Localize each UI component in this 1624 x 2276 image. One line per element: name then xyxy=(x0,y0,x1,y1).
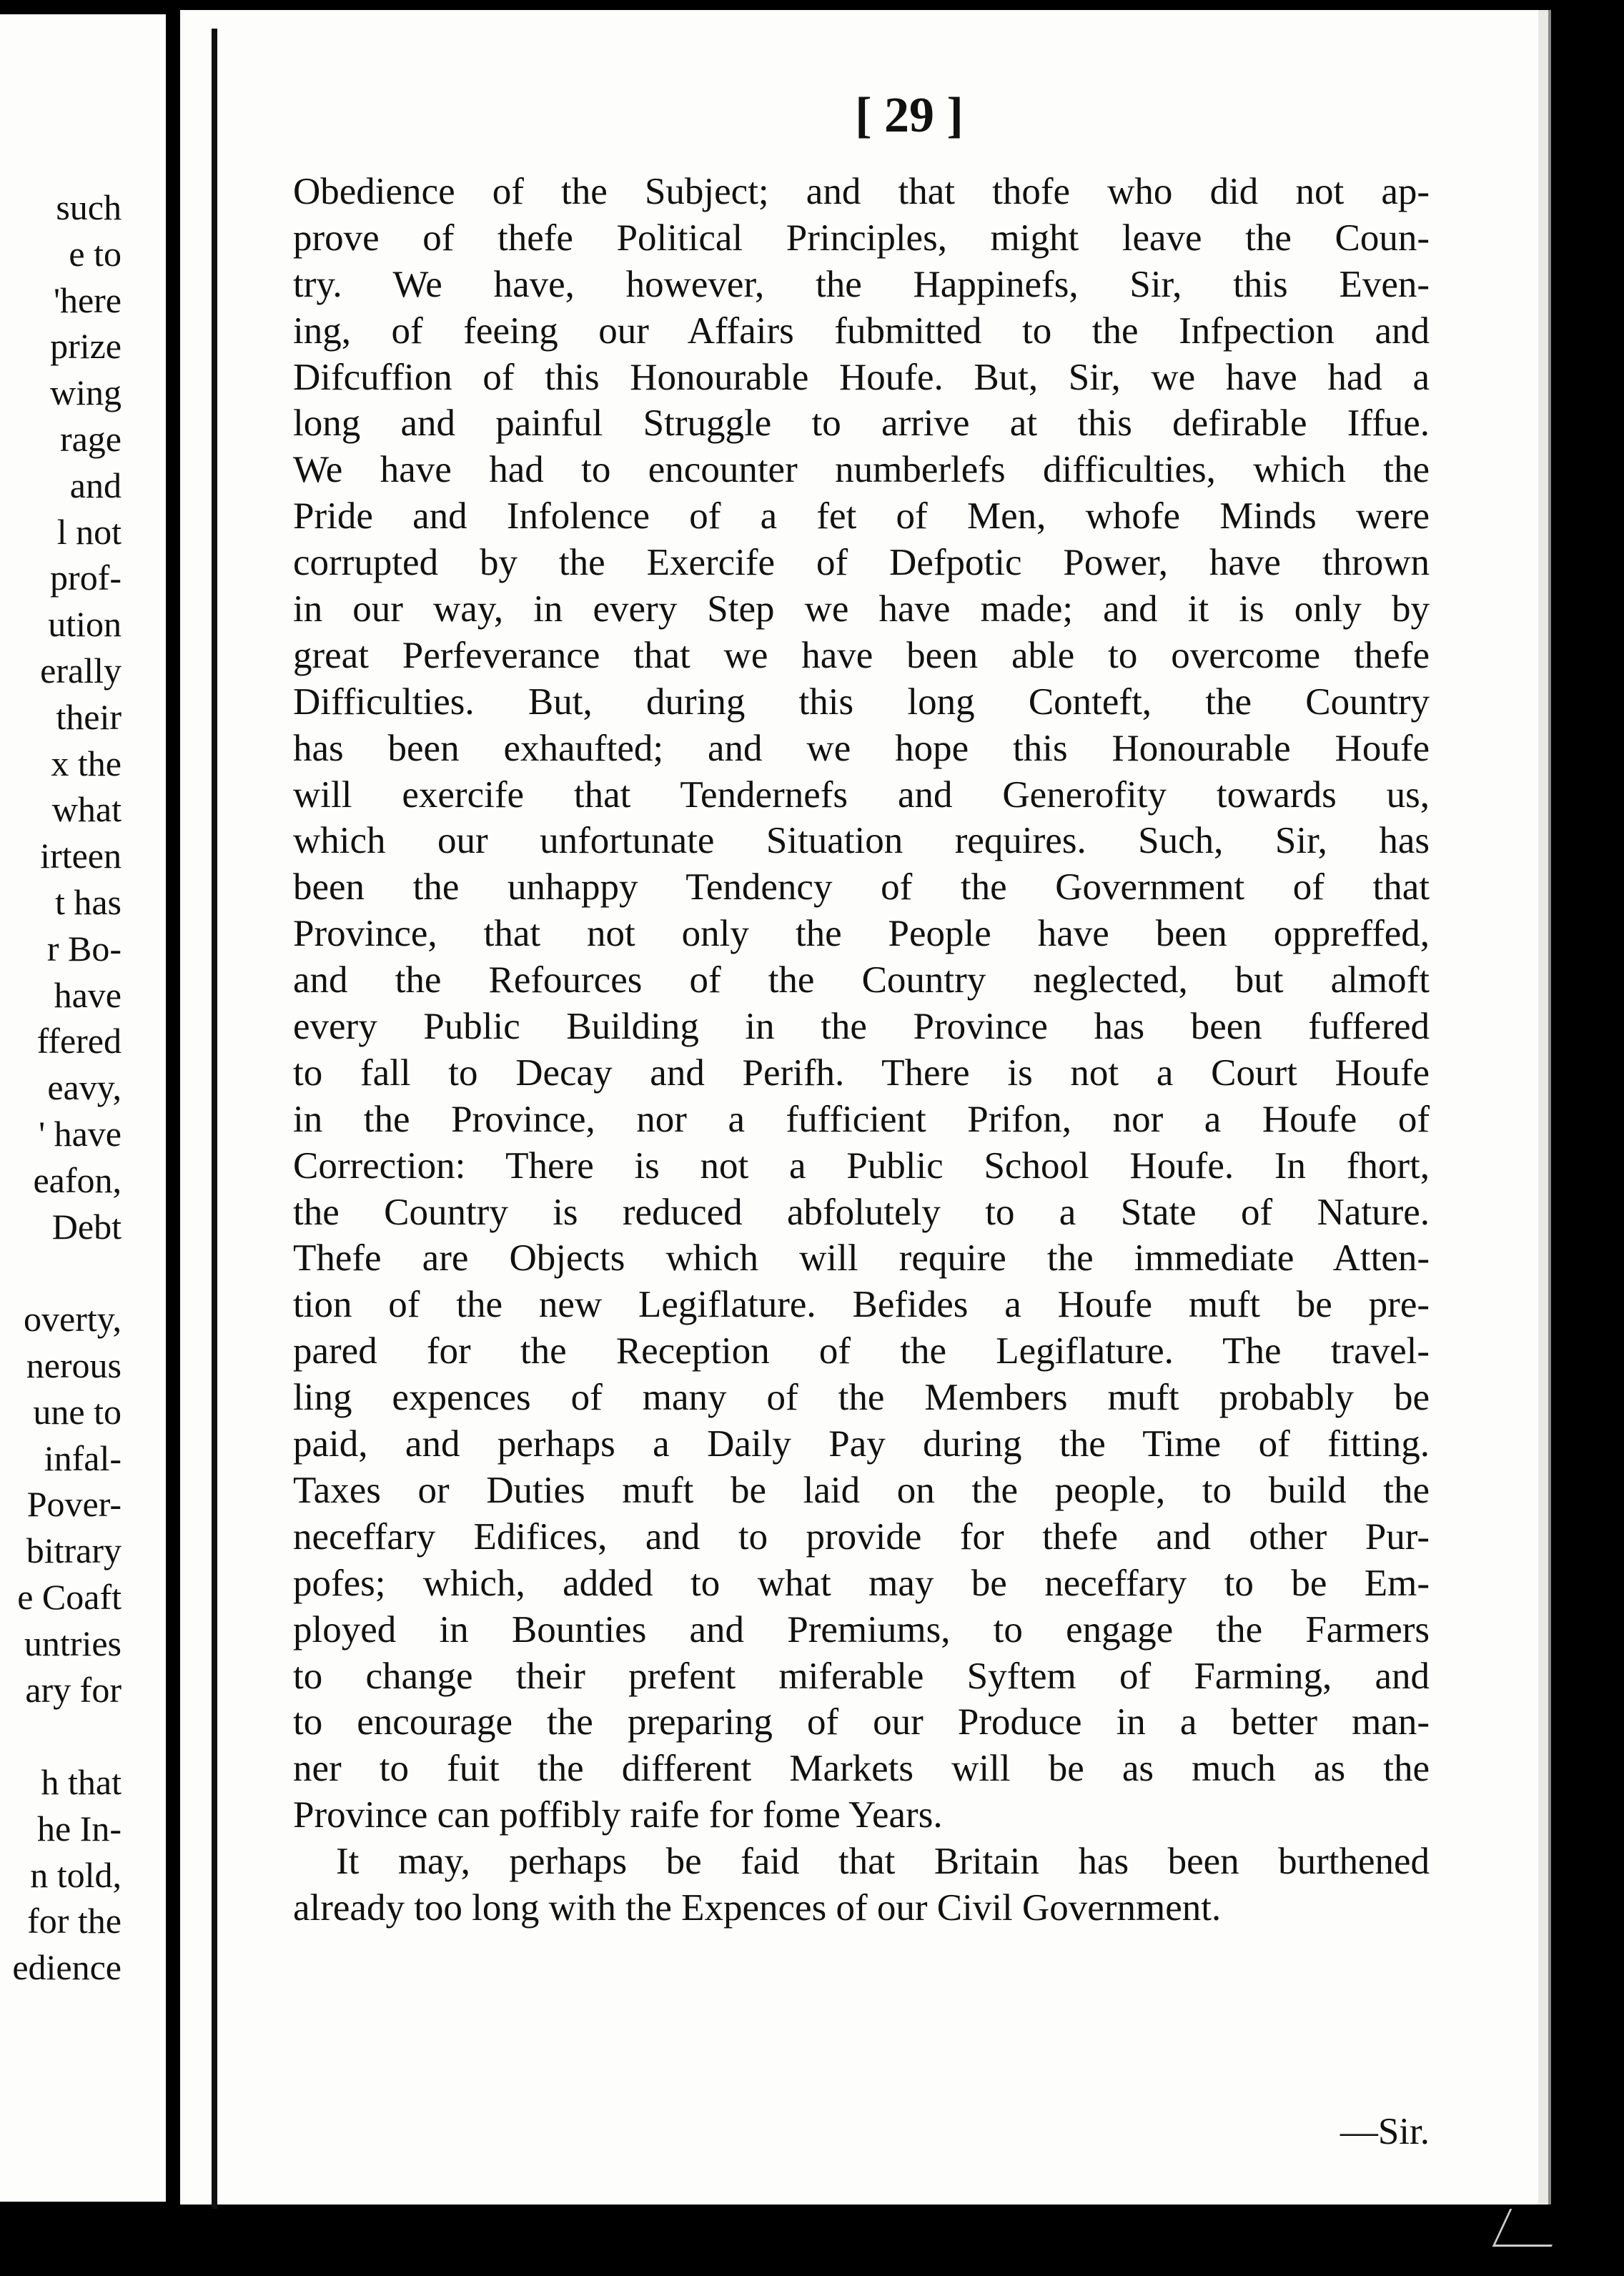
left-page-line-fragment xyxy=(0,972,166,1019)
text-line: Taxes or Duties muft be laid on the people, to build the xyxy=(293,1469,1430,1511)
left-page-text xyxy=(0,184,166,1991)
left-page-fragment-text: rage xyxy=(59,418,122,459)
left-page-line-fragment xyxy=(0,1806,166,1852)
text-line: the Country is reduced abfolutely to a State of Nature. xyxy=(293,1191,1430,1233)
text-line: try. We have, however, the Happinefs, Sir, this Even- xyxy=(293,263,1430,305)
text-line: It may, perhaps be faid that Britain has been burthened xyxy=(336,1841,1430,1883)
left-facing-page xyxy=(0,14,166,2202)
left-page-line-fragment xyxy=(0,1713,166,1759)
left-page-line-fragment xyxy=(0,509,166,555)
text-line: and the Refources of the Country neglected, but almoft xyxy=(293,959,1430,1001)
left-page-line-fragment xyxy=(0,231,166,277)
text-line: prove of thefe Political Principles, might leave the Coun- xyxy=(293,217,1430,259)
text-line: in the Province, nor a fufficient Prifon, nor a Houfe of xyxy=(293,1098,1430,1140)
text-line: pared for the Reception of the Legiflature. The travel- xyxy=(293,1330,1430,1372)
left-page-fragment-text: ary for xyxy=(25,1669,122,1710)
left-page-line-fragment xyxy=(0,555,166,601)
text-line: Correction: There is not a Public School Houfe. In fhort, xyxy=(293,1144,1430,1187)
left-page-line-fragment xyxy=(0,1111,166,1157)
left-page-line-fragment xyxy=(0,1296,166,1342)
text-line: tion of the new Legiflature. Befides a Houfe muft be pre- xyxy=(293,1284,1430,1326)
text-line: Difficulties. But, during this long Conteft, the Country xyxy=(293,681,1430,723)
left-page-fragment-text: bitrary xyxy=(26,1530,122,1571)
left-page-fragment-text: n told, xyxy=(30,1854,122,1895)
left-page-fragment-text: eafon, xyxy=(33,1159,122,1200)
left-page-line-fragment xyxy=(0,323,166,370)
left-page-fragment-text: ' have xyxy=(39,1113,122,1154)
left-page-fragment-text: have xyxy=(54,974,122,1015)
text-line: ployed in Bounties and Premiums, to engage the Farmers xyxy=(293,1608,1430,1651)
left-page-line-fragment xyxy=(0,370,166,416)
left-page-line-fragment xyxy=(0,1574,166,1621)
text-line: which our unfortunate Situation requires. Such, Sir, has xyxy=(293,820,1430,862)
left-page-line-fragment xyxy=(0,462,166,509)
left-page-line-fragment xyxy=(0,1621,166,1667)
left-page-fragment-text: irteen xyxy=(40,836,122,876)
left-page-fragment-text: prize xyxy=(50,326,122,367)
left-page-fragment-text: t has xyxy=(54,881,122,922)
left-page-line-fragment xyxy=(0,694,166,741)
left-page-fragment-text: he In- xyxy=(37,1808,122,1849)
text-line: been the unhappy Tendency of the Government of that xyxy=(293,866,1430,909)
text-line: already too long with the Expences of our Civil Government. xyxy=(293,1886,1222,1929)
left-page-line-fragment xyxy=(0,926,166,972)
left-page-line-fragment xyxy=(0,1064,166,1111)
left-page-fragment-text: nerous xyxy=(26,1345,122,1385)
text-line: in our way, in every Step we have made; and it is only by xyxy=(293,588,1430,630)
left-page-line-fragment xyxy=(0,1018,166,1064)
text-line: Pride and Infolence of a fet of Men, whofe Minds were xyxy=(293,495,1430,538)
left-page-fragment-text: such xyxy=(56,187,122,227)
text-line: to encourage the preparing of our Produce in a better man- xyxy=(293,1701,1430,1743)
text-line: neceffary Edifices, and to provide for thefe and other Pur- xyxy=(293,1515,1430,1558)
left-page-fragment-text: une to xyxy=(33,1391,122,1432)
text-line: will exercife that Tendernefs and Generofity towards us, xyxy=(293,773,1430,816)
text-line: every Public Building in the Province has been fuffered xyxy=(293,1006,1430,1048)
text-line: Obedience of the Subject; and that thofe who did not ap- xyxy=(293,171,1430,212)
text-line: pofes; which, added to what may be neceffary to be Em- xyxy=(293,1562,1430,1604)
left-page-fragment-text: edience xyxy=(12,1947,122,1988)
left-page-fragment-text: e to xyxy=(69,233,122,274)
left-page-fragment-text: and xyxy=(69,465,122,505)
left-page-line-fragment xyxy=(0,879,166,926)
left-page-fragment-text: for the xyxy=(27,1901,122,1941)
left-page-fragment-text: Pover- xyxy=(26,1484,122,1525)
text-line: paid, and perhaps a Daily Pay during the Time of fitting. xyxy=(293,1423,1430,1465)
left-page-line-fragment xyxy=(0,833,166,879)
left-page-fragment-text: ffered xyxy=(36,1021,122,1062)
catchword: —Sir. xyxy=(1340,2111,1430,2152)
left-page-fragment-text: r Bo- xyxy=(46,928,122,969)
left-page-line-fragment xyxy=(0,1759,166,1806)
left-page-fragment-text: what xyxy=(51,789,122,830)
text-line: ling expences of many of the Members muft probably be xyxy=(293,1377,1430,1419)
left-page-fragment-text: ution xyxy=(48,604,122,645)
text-line: Thefe are Objects which will require the immediate Atten- xyxy=(293,1237,1430,1280)
left-page-line-fragment xyxy=(0,1898,166,1944)
text-line: ing, of feeing our Affairs fubmitted to the Infpection and xyxy=(293,310,1430,352)
left-page-fragment-text: 'here xyxy=(53,279,122,320)
left-page-line-fragment xyxy=(0,741,166,787)
text-line: to change their prefent miferable Syftem of Farming, and xyxy=(293,1655,1430,1697)
text-line: Province can poffibly raife for fome Years. xyxy=(293,1794,943,1836)
left-page-line-fragment xyxy=(0,1852,166,1899)
body-text xyxy=(293,169,1430,1931)
left-page-line-fragment xyxy=(0,184,166,231)
left-page-fragment-text: Debt xyxy=(51,1206,122,1247)
text-line: to fall to Decay and Perifh. There is not a Court Houfe xyxy=(293,1052,1430,1094)
left-page-fragment-text: prof- xyxy=(50,558,122,598)
left-page-fragment-text: e Coaft xyxy=(17,1576,122,1617)
left-page-fragment-text: untries xyxy=(24,1623,122,1663)
text-line: corrupted by the Exercife of Defpotic Power, have thrown xyxy=(293,542,1430,584)
text-line: long and painful Struggle to arrive at this defirable Iffue. xyxy=(293,402,1430,445)
text-line: We have had to encounter numberlefs difficulties, which the xyxy=(293,449,1430,491)
left-page-fragment-text: h that xyxy=(41,1762,122,1803)
text-line: ner to fuit the different Markets will be as much as the xyxy=(293,1748,1430,1790)
gutter xyxy=(172,0,180,2276)
binding-line xyxy=(212,29,217,2209)
text-line: Province, that not only the People have been oppreffed, xyxy=(293,913,1430,955)
page-number: [ 29 ] xyxy=(855,88,964,143)
left-page-fragment-text: infal- xyxy=(44,1438,122,1478)
left-page-line-fragment xyxy=(0,277,166,324)
left-page-line-fragment xyxy=(0,1204,166,1250)
text-line: Difcuffion of this Honourable Houfe. But, Sir, we have had a xyxy=(293,356,1430,398)
left-page-line-fragment xyxy=(0,786,166,833)
left-page-fragment-text: x the xyxy=(51,743,122,783)
left-page-line-fragment xyxy=(0,1528,166,1574)
left-page-line-fragment xyxy=(0,416,166,462)
left-page-fragment-text: overty, xyxy=(24,1299,122,1340)
left-page-line-fragment xyxy=(0,1944,166,1991)
left-page-fragment-text: erally xyxy=(40,650,122,691)
text-line: great Perfeverance that we have been able to overcome thefe xyxy=(293,634,1430,676)
left-page-fragment-text: l not xyxy=(56,511,122,552)
left-page-line-fragment xyxy=(0,1250,166,1296)
left-page-line-fragment xyxy=(0,648,166,694)
text-line: has been exhaufted; and we hope this Honourable Houfe xyxy=(293,727,1430,769)
left-page-line-fragment xyxy=(0,1157,166,1204)
left-page-fragment-text: their xyxy=(56,696,122,737)
right-page xyxy=(180,10,1548,2205)
left-page-line-fragment xyxy=(0,1481,166,1528)
left-page-fragment-text: wing xyxy=(50,372,122,413)
left-page-line-fragment xyxy=(0,1342,166,1389)
left-page-fragment-text: eavy, xyxy=(47,1067,122,1108)
page-corner xyxy=(1492,2209,1570,2247)
left-page-line-fragment xyxy=(0,1435,166,1482)
left-page-line-fragment xyxy=(0,1389,166,1435)
left-page-line-fragment xyxy=(0,601,166,648)
left-page-line-fragment xyxy=(0,1667,166,1713)
